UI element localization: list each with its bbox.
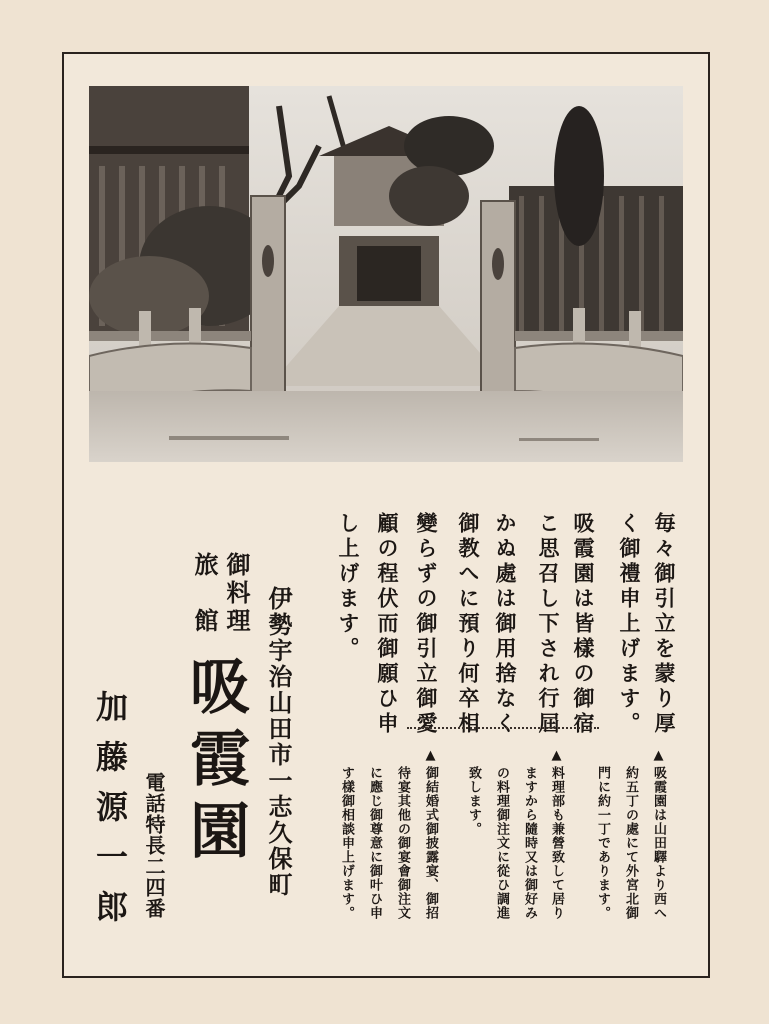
note-marker: ▲ bbox=[549, 748, 564, 764]
phone-number: 電話特長二四番 bbox=[142, 772, 166, 919]
note-line: 御結婚式御披露宴、御招 bbox=[423, 766, 438, 920]
note-line: 吸霞園は山田驛より西へ bbox=[651, 766, 666, 920]
intro-line: 吸霞園は皆樣の御宿 bbox=[571, 512, 596, 737]
note-marker: ▲ bbox=[423, 748, 438, 764]
note-line: の料理御注文に從ひ調進 bbox=[494, 766, 509, 920]
note-line: に應じ御尊意に御叶ひ申 bbox=[367, 766, 382, 920]
section-divider bbox=[407, 727, 599, 729]
intro-line: く御禮申上げます。 bbox=[617, 512, 642, 737]
intro-line: 毎々御引立を蒙り厚 bbox=[652, 512, 677, 737]
note-line: 待宴其他の御宴會御注文 bbox=[395, 766, 410, 920]
inn-gate-photo-icon bbox=[89, 86, 683, 462]
note-line: 料理部も兼營致して居り bbox=[549, 766, 564, 920]
note-line: 致します。 bbox=[466, 766, 481, 836]
intro-line: かぬ處は御用捨なく bbox=[493, 512, 518, 737]
business-name: 吸霞園 bbox=[180, 655, 250, 871]
owner-name: 加藤源一郎 bbox=[91, 690, 129, 940]
intro-line: し上げます。 bbox=[336, 512, 361, 662]
address: 伊勢宇治山田市一志久保町 bbox=[264, 586, 293, 898]
note-line: 約五丁の處にて外宮北御 bbox=[623, 766, 638, 920]
business-type-line: 御料理 bbox=[222, 552, 251, 636]
intro-line: 變らずの御引立御愛 bbox=[414, 512, 439, 737]
note-line: す樣御相談申上げます。 bbox=[339, 766, 354, 920]
business-type-line: 旅 館 bbox=[190, 552, 219, 636]
note-line: 門に約一丁であります。 bbox=[595, 766, 610, 920]
note-marker: ▲ bbox=[651, 748, 666, 764]
intro-line: 御教へに預り何卒相 bbox=[456, 512, 481, 737]
note-line: ますから隨時又は御好み bbox=[522, 766, 537, 920]
intro-line: こ思召し下され行屆 bbox=[536, 512, 561, 737]
intro-line: 顧の程伏而御願ひ申 bbox=[375, 512, 400, 737]
inn-gate-photo bbox=[89, 86, 683, 462]
